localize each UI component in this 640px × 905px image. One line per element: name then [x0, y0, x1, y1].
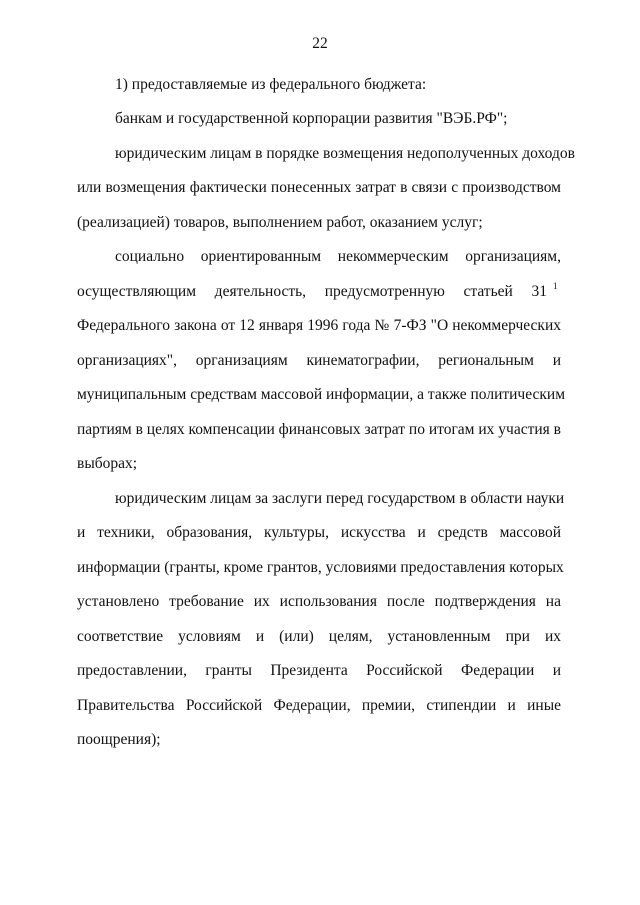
- paragraph-line: юридическим лицам в порядке возмещения недополученных доходов: [115, 145, 575, 162]
- paragraph-line: юридическим лицам за заслуги перед государством в области науки: [115, 490, 565, 507]
- paragraph-line: предоставлении, гранты Президента Российской Федерации и: [77, 662, 561, 679]
- paragraph-line: (реализацией) товаров, выполнением работ, оказанием услуг;: [77, 214, 483, 231]
- paragraph-line: выборах;: [77, 455, 138, 472]
- paragraph-line: установлено требование их использования после подтверждения на: [77, 593, 561, 610]
- paragraph-line: и техники, образования, культуры, искусства и средств массовой: [77, 524, 561, 541]
- paragraph-line: Правительства Российской Федерации, премии, стипендии и иные: [77, 697, 561, 714]
- paragraph-line-text: осуществляющим деятельность, предусмотренную статьей 31: [77, 283, 547, 300]
- page-number: 22: [312, 35, 328, 52]
- paragraph-line: информации (гранты, кроме грантов, условиями предоставления которых: [77, 559, 564, 576]
- paragraph-line: или возмещения фактически понесенных затрат в связи с производством: [77, 179, 561, 196]
- paragraph-line: партиям в целях компенсации финансовых затрат по итогам их участия в: [77, 421, 561, 438]
- paragraph-line: Федерального закона от 12 января 1996 года № 7-ФЗ "О некоммерческих: [77, 317, 561, 334]
- paragraph-line: социально ориентированным некоммерческим организациям,: [115, 248, 561, 265]
- paragraph-line: муниципальным средствам массовой информации, а также политическим: [77, 386, 566, 403]
- paragraph-line-with-footnote: [77, 282, 547, 302]
- paragraph-line: организациях", организациям кинематографии, региональным и: [77, 352, 561, 369]
- paragraph-line: поощрения);: [77, 731, 161, 748]
- paragraph-line: банкам и государственной корпорации развития "ВЭБ.РФ";: [115, 110, 508, 127]
- paragraph-line: соответствие условиям и (или) целям, установленным при их: [77, 628, 561, 645]
- footnote-superscript: 1: [553, 281, 558, 291]
- paragraph-line: 1) предоставляемые из федерального бюджета:: [115, 76, 427, 93]
